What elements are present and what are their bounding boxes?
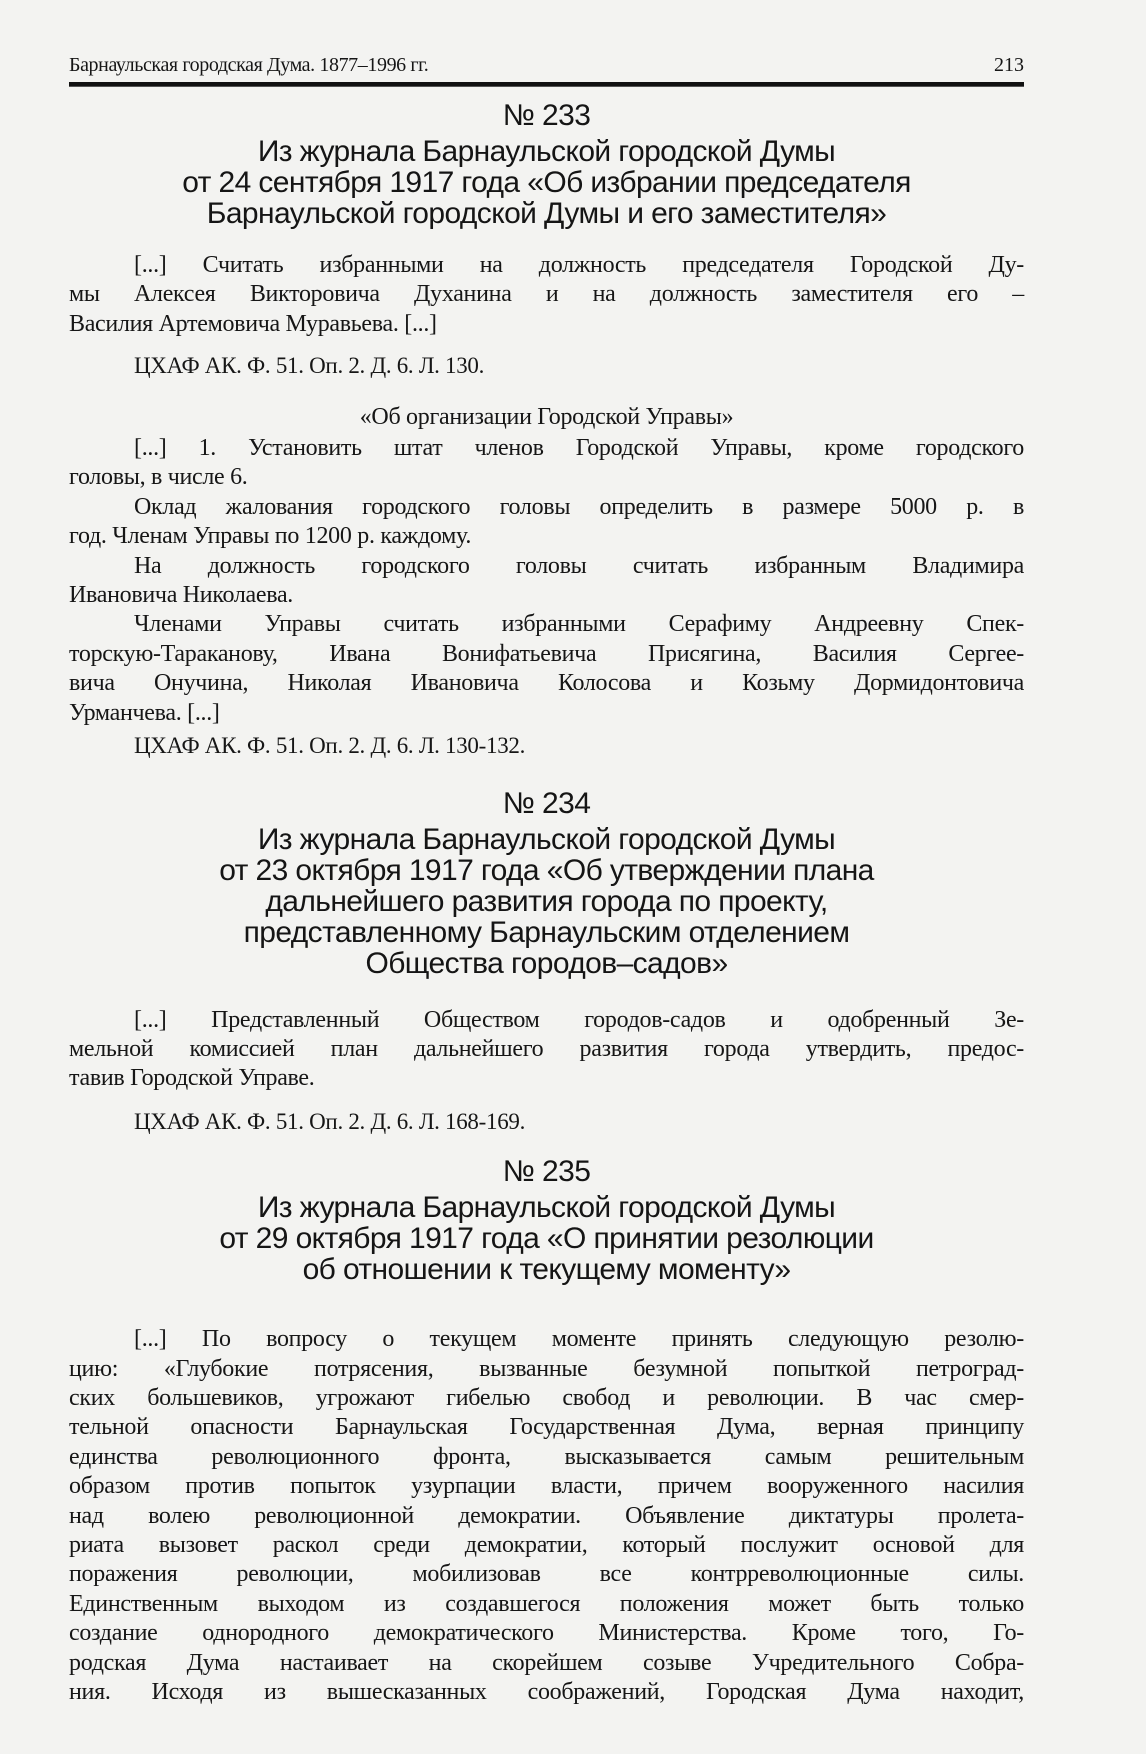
text-line: вича Онучина, Николая Ивановича Колосова и Козьму Дормидонтовича	[69, 670, 1024, 697]
header-rule	[69, 82, 1024, 87]
document-title-line: об отношении к текущему моменту»	[302, 1253, 791, 1287]
paragraph	[69, 1325, 1024, 1707]
text-line: мельной комиссией план дальнейшего развития города утвердить, предос-	[69, 1035, 1024, 1062]
text-line: Ивановича Николаева.	[69, 582, 293, 609]
text-line: тельной опасности Барнаульская Государственная Дума, верная принципу	[69, 1414, 1024, 1441]
document-title-line: дальнейшего развития города по проекту,	[265, 884, 828, 918]
archive-source: ЦХАФ АК. Ф. 51. Оп. 2. Д. 6. Л. 168-169.	[134, 1108, 526, 1134]
text-line: Единственным выходом из создавшегося положения может быть только	[69, 1590, 1024, 1617]
paragraph	[69, 610, 1024, 728]
text-line: поражения революции, мобилизовав все контрреволюционные силы.	[69, 1561, 1024, 1588]
document-title-line: Из журнала Барнаульской городской Думы	[257, 1191, 836, 1225]
document-title-line: от 29 октября 1917 года «О принятии резолюции	[219, 1222, 874, 1256]
text-line: риата вызовет раскол среди демократии, который послужит основой для	[69, 1531, 1024, 1558]
text-line: ских большевиков, угрожают гибелью свобод и революции. В час смер-	[69, 1384, 1024, 1411]
text-line: родская Дума настаивает на скорейшем созыве Учредительного Собра-	[69, 1649, 1024, 1676]
text-line: цию: «Глубокие потрясения, вызванные безумной попыткой петроград-	[69, 1355, 1024, 1382]
running-title: Барнаульская городская Дума. 1877–1996 гг.	[69, 54, 429, 76]
document-235	[69, 1156, 1024, 1707]
paragraph	[69, 434, 1024, 493]
document-title-line: Барнаульской городской Думы и его заместителя»	[206, 197, 887, 230]
paragraph	[69, 251, 1024, 339]
text-line: головы, в числе 6.	[69, 464, 248, 491]
text-line: создание однородного демократического Министерства. Кроме того, Го-	[69, 1620, 1024, 1647]
text-line: Оклад жалования городского головы определить в размере 5000 р. в	[134, 493, 1024, 520]
document-number: № 235	[502, 1155, 591, 1189]
document-title-line: от 23 октября 1917 года «Об утверждении плана	[219, 853, 874, 887]
document-flow	[69, 100, 1024, 1707]
document-title-line: Общества городов–садов»	[365, 946, 728, 980]
text-line: [...] Представленный Обществом городов-садов и одобренный Зе-	[134, 1006, 1024, 1033]
text-line: Урманчева. [...]	[69, 699, 220, 726]
text-line: ния. Исходя из вышесказанных соображений, Городская Дума находит,	[69, 1679, 1024, 1705]
paragraph	[69, 1006, 1024, 1094]
text-line: единства революционного фронта, высказывается самым решительным	[69, 1443, 1024, 1470]
document-number: № 233	[502, 99, 591, 132]
text-line: над волею революционной демократии. Объявление диктатуры пролета-	[69, 1502, 1024, 1529]
document-title-line: Из журнала Барнаульской городской Думы	[257, 822, 836, 856]
paragraph	[69, 552, 1024, 611]
page-number: 213	[994, 54, 1024, 76]
text-line: [...] Считать избранными на должность председателя Городской Ду-	[134, 252, 1024, 278]
document-233	[69, 100, 1024, 761]
running-head	[69, 54, 1024, 80]
text-line: торскую-Тараканову, Ивана Вонифатьевича Присягина, Василия Сергее-	[69, 640, 1024, 667]
text-line: Членами Управы считать избранными Серафиму Андреевну Спек-	[134, 611, 1024, 638]
text-line: тавив Городской Управе.	[69, 1065, 315, 1092]
document-title-line: Из журнала Барнаульской городской Думы	[257, 135, 836, 168]
text-line: год. Членам Управы по 1200 р. каждому.	[69, 523, 472, 550]
document-title-line: представленному Барнаульским отделением	[243, 915, 850, 949]
text-line: [...] По вопросу о текущем моменте принять следующую резолю-	[134, 1326, 1024, 1353]
text-line: мы Алексея Викторовича Духанина и на должность заместителя его –	[69, 281, 1024, 308]
document-number: № 234	[502, 786, 591, 820]
text-line: На должность городского головы считать избранным Владимира	[134, 552, 1024, 579]
text-line: Василия Артемовича Муравьева. [...]	[69, 310, 437, 337]
subheading: «Об организации Городской Управы»	[359, 403, 734, 430]
document-234	[69, 788, 1024, 1137]
document-title-line: от 24 сентября 1917 года «Об избрании председателя	[182, 166, 911, 199]
paragraph	[69, 493, 1024, 552]
archive-source: ЦХАФ АК. Ф. 51. Оп. 2. Д. 6. Л. 130.	[134, 353, 485, 379]
archive-source: ЦХАФ АК. Ф. 51. Оп. 2. Д. 6. Л. 130-132.	[134, 733, 526, 759]
text-line: [...] 1. Установить штат членов Городской Управы, кроме городского	[134, 435, 1024, 462]
text-line: образом против попыток узурпации власти, причем вооруженного насилия	[69, 1473, 1024, 1500]
